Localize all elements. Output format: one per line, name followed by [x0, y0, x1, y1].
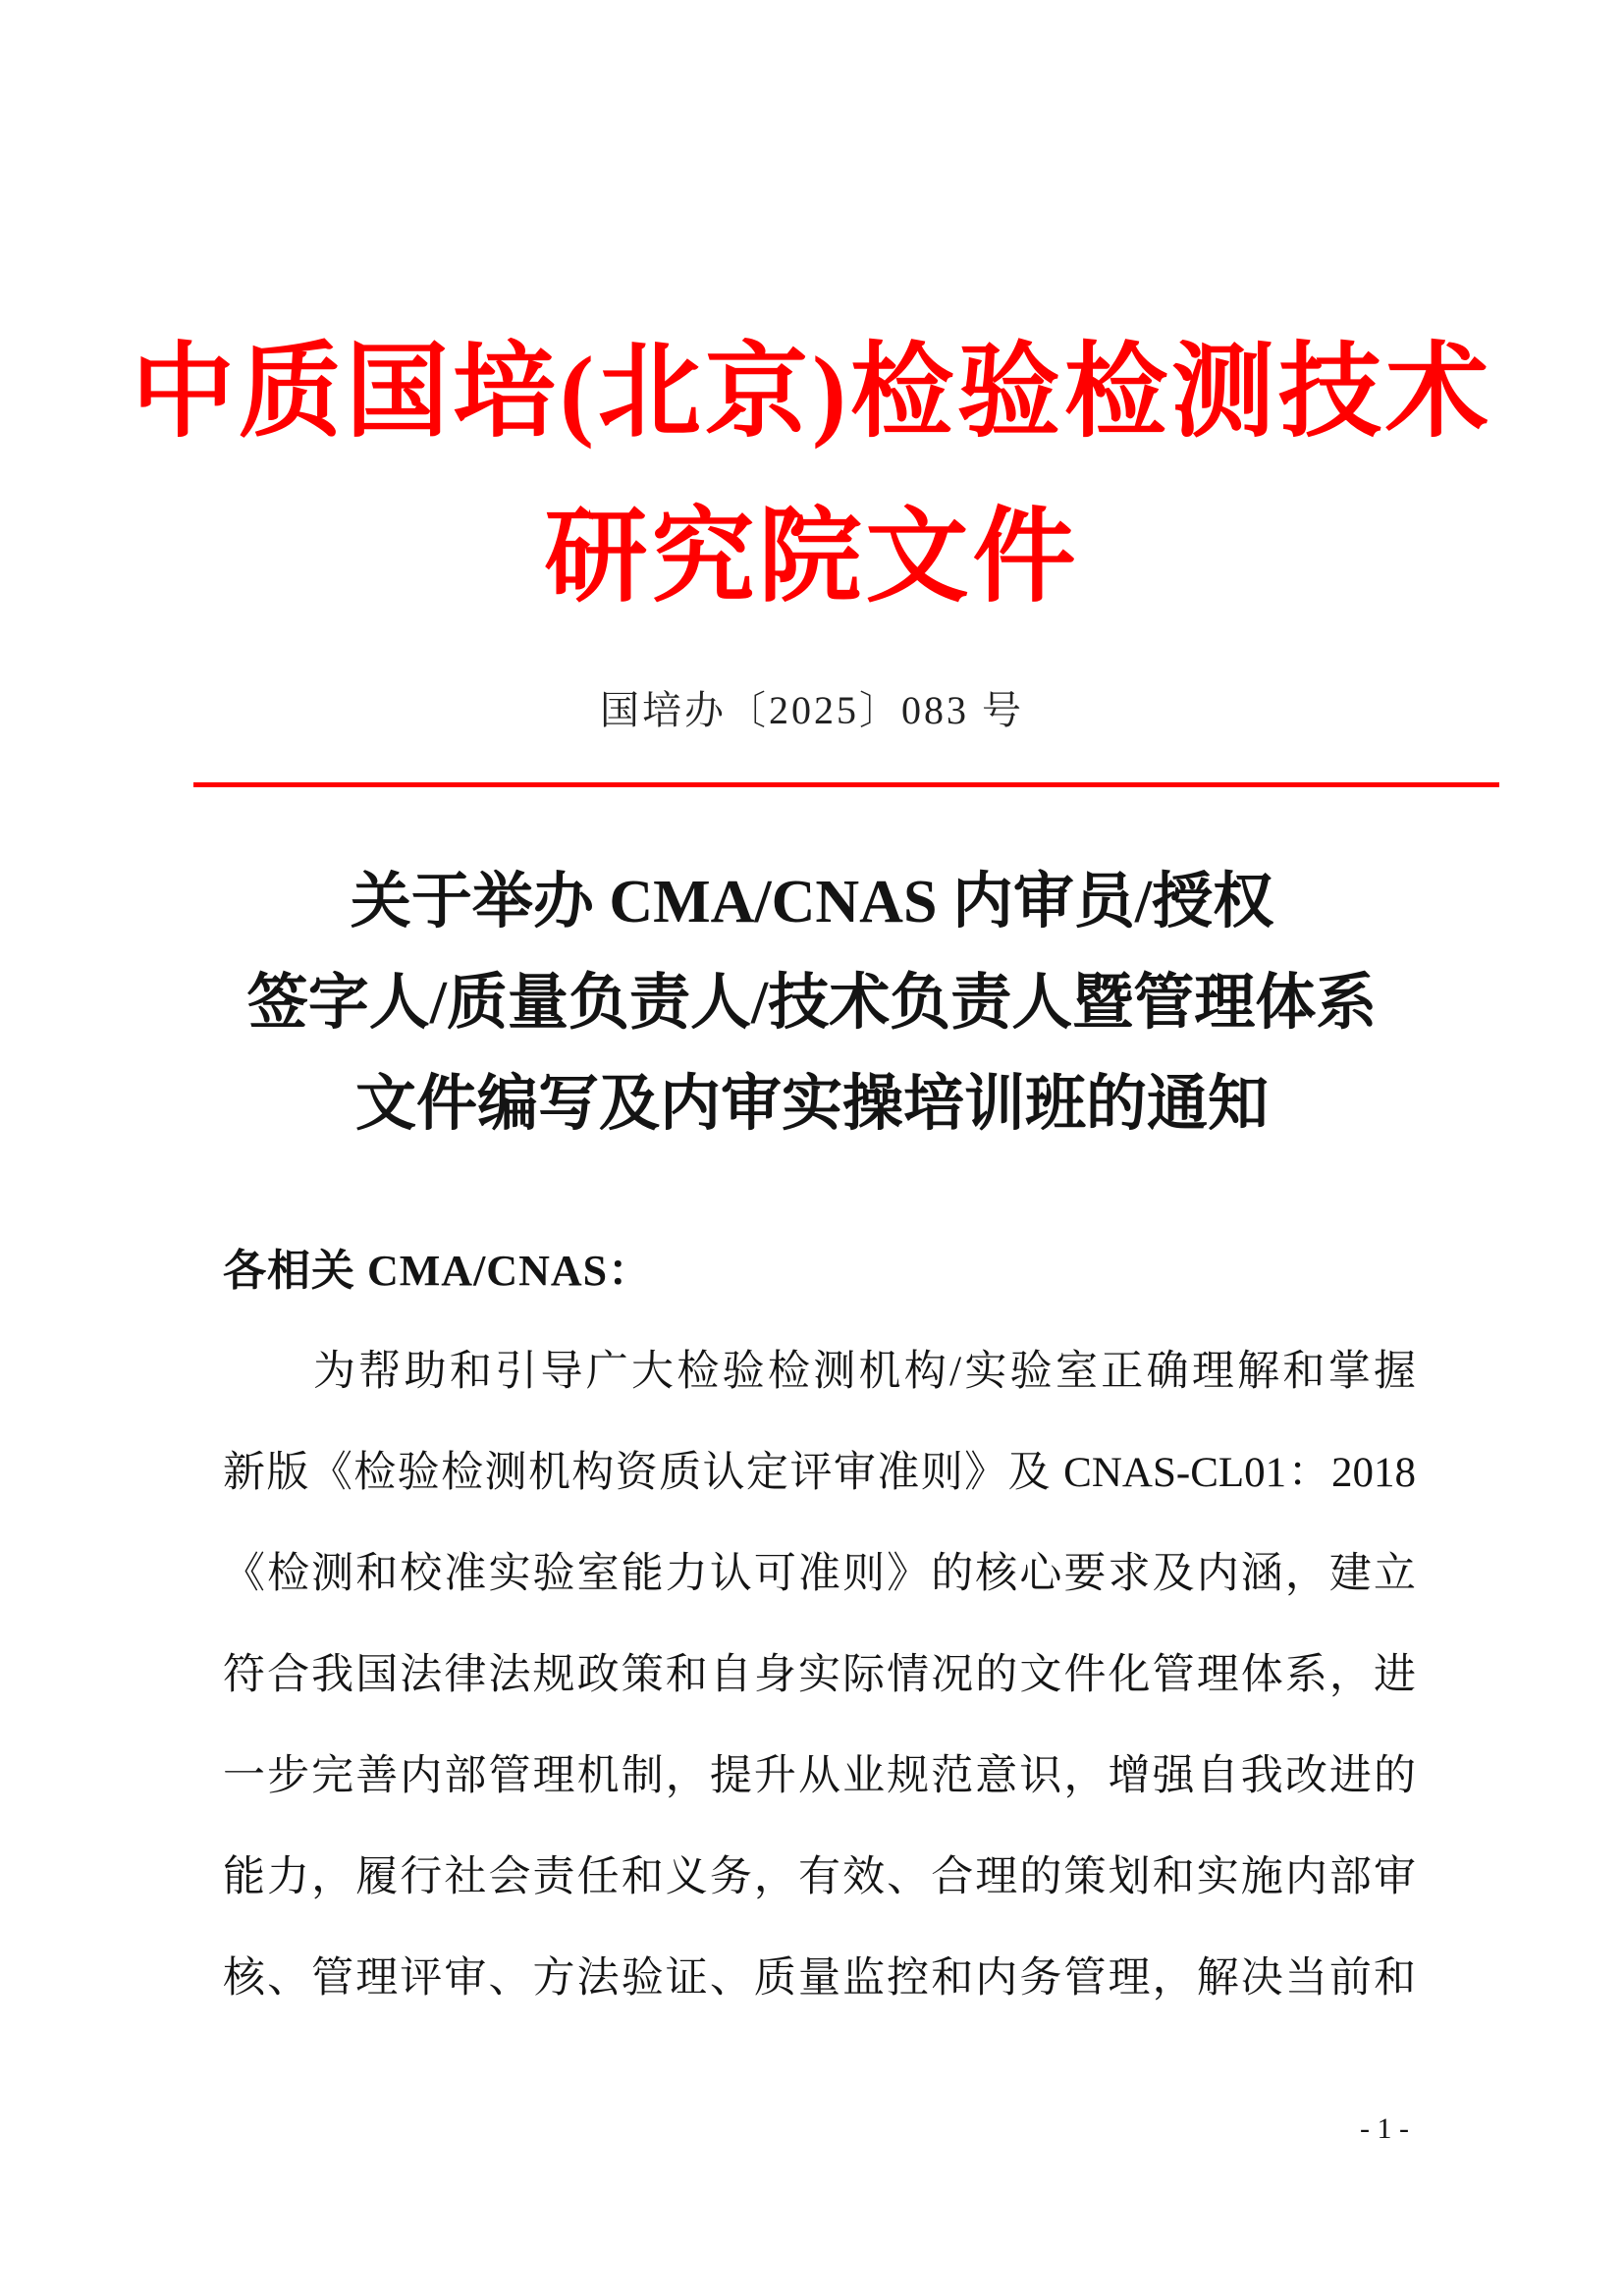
paragraph-line: 《检测和校准实验室能力认可准则》的核心要求及内涵，建立 [223, 1551, 1416, 1597]
notice-title-line-1: 关于举办 CMA/CNAS 内审员/授权 [350, 869, 1274, 935]
notice-title [108, 852, 1516, 1155]
page-number: - 1 - [1360, 2112, 1409, 2145]
paragraph-line: 能力，履行社会责任和义务，有效、合理的策划和实施内部审 [223, 1854, 1416, 1900]
org-title-line-1: 中质国培(北京)检验检测技术 [132, 335, 1492, 450]
paragraph-line: 一步完善内部管理机制，提升从业规范意识，增强自我改进的 [223, 1753, 1416, 1799]
red-separator-rule [193, 782, 1499, 787]
salutation: 各相关 CMA/CNAS： [223, 1247, 653, 1295]
paragraph-line: 符合我国法律法规政策和自身实际情况的文件化管理体系，进 [223, 1652, 1416, 1698]
org-title-line-2: 研究院文件 [544, 500, 1080, 614]
notice-title-line-3: 文件编写及内审实操培训班的通知 [354, 1071, 1269, 1138]
paragraph-line: 新版《检验检测机构资质认定评审准则》及 CNAS-CL01：2018 [223, 1450, 1416, 1496]
org-title [0, 310, 1624, 640]
document-number: 国培办〔2025〕083 号 [600, 688, 1024, 732]
paragraph-line: 为帮助和引导广大检验检测机构/实验室正确理解和掌握 [313, 1349, 1416, 1395]
notice-title-line-2: 签字人/质量负责人/技术负责人暨管理体系 [246, 970, 1378, 1037]
paragraph-line: 核、管理评审、方法验证、质量监控和内务管理，解决当前和 [223, 1955, 1416, 2002]
notice-body-paragraph [223, 1321, 1416, 2029]
